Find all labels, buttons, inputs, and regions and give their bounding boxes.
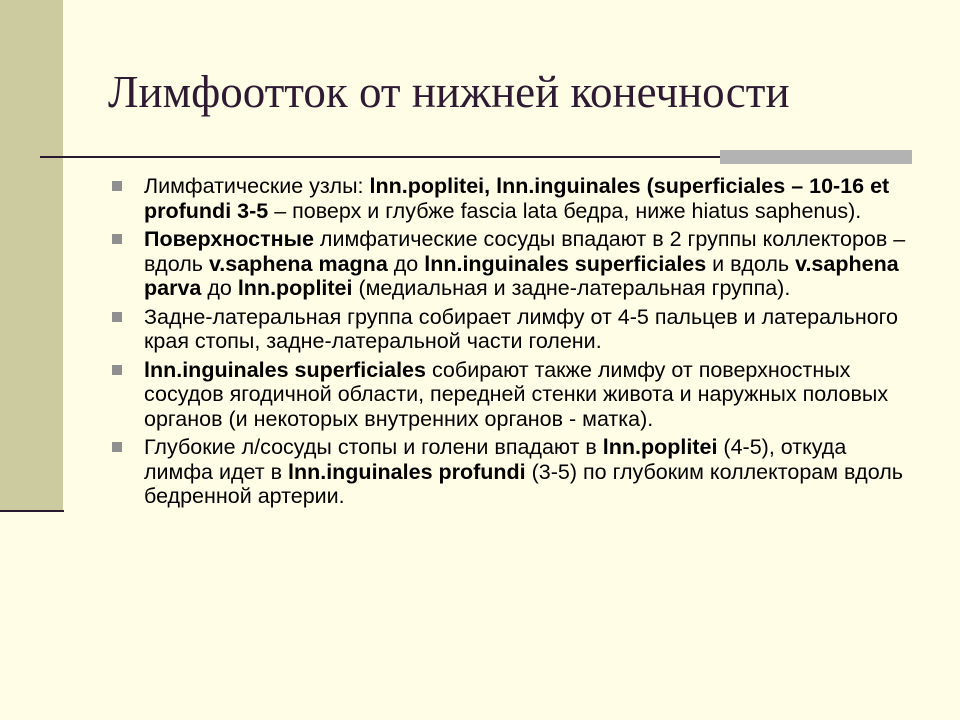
bullet-seg: Задне-латеральная группа собирает лимфу от 4-5 пальцев и латерального края стопы, задне-латеральной части голени. <box>144 304 898 353</box>
bullet-seg-bold: lnn.poplitei <box>237 276 353 300</box>
bullet-seg: (3-5) по глубоким коллекторам вдоль бедренной артерии. <box>144 459 903 508</box>
bullet-list <box>108 174 908 513</box>
bullet-item <box>108 305 908 354</box>
bullet-seg: Глубокие л/сосуды стопы и голени впадают в <box>144 435 603 459</box>
square-bullet-icon <box>112 312 122 322</box>
bullet-seg-bold: lnn.poplitei <box>602 435 718 459</box>
bullet-seg: (4-5), откуда лимфа идет в <box>144 435 847 484</box>
bullet-seg: Лимфатические узлы: <box>144 174 370 198</box>
bullet-seg-bold: v.saphena magna <box>208 251 388 276</box>
slide-title: Лимфоотток от нижней конечности <box>108 67 790 117</box>
bullet-item <box>108 435 908 509</box>
bullet-seg: и вдоль <box>706 251 796 276</box>
square-bullet-icon <box>112 442 122 452</box>
bullet-seg-bold: lnn.inguinales superficiales <box>424 251 707 276</box>
bullet-seg: собирают также лимфу от поверхностных сосудов ягодичной области, передней стенки живота и наружных половых органов (и некоторых внутренних органов - матка). <box>144 357 889 431</box>
left-decorative-band <box>0 0 63 512</box>
bullet-seg: (медиальная и задне-латеральная группа). <box>352 276 791 300</box>
bullet-item <box>108 227 908 301</box>
bullet-seg: до <box>201 276 238 300</box>
square-bullet-icon <box>112 234 122 244</box>
bullet-seg-bold: Поверхностные <box>144 227 314 251</box>
bullet-seg-bold: lnn.inguinales profundi <box>287 459 526 484</box>
bullet-seg: до <box>387 251 425 276</box>
bullet-seg-bold: v.saphena parva <box>144 251 899 300</box>
accent-gray-bar <box>720 150 912 164</box>
bullet-seg-bold: lnn.poplitei, lnn.inguinales (superficiales – 10-16 et profundi 3-5 <box>144 174 890 223</box>
bullet-item <box>108 174 908 223</box>
square-bullet-icon <box>112 365 122 375</box>
left-band-underline <box>0 510 64 512</box>
bullet-seg-bold: lnn.inguinales superficiales <box>144 357 426 382</box>
square-bullet-icon <box>112 181 122 191</box>
bullet-item <box>108 358 908 432</box>
bullet-seg: лимфатические сосуды впадают в 2 группы коллекторов – вдоль <box>144 227 906 276</box>
bullet-seg: – поверх и глубже fascia lata бедра, ниже hiatus saphenus). <box>268 198 862 223</box>
